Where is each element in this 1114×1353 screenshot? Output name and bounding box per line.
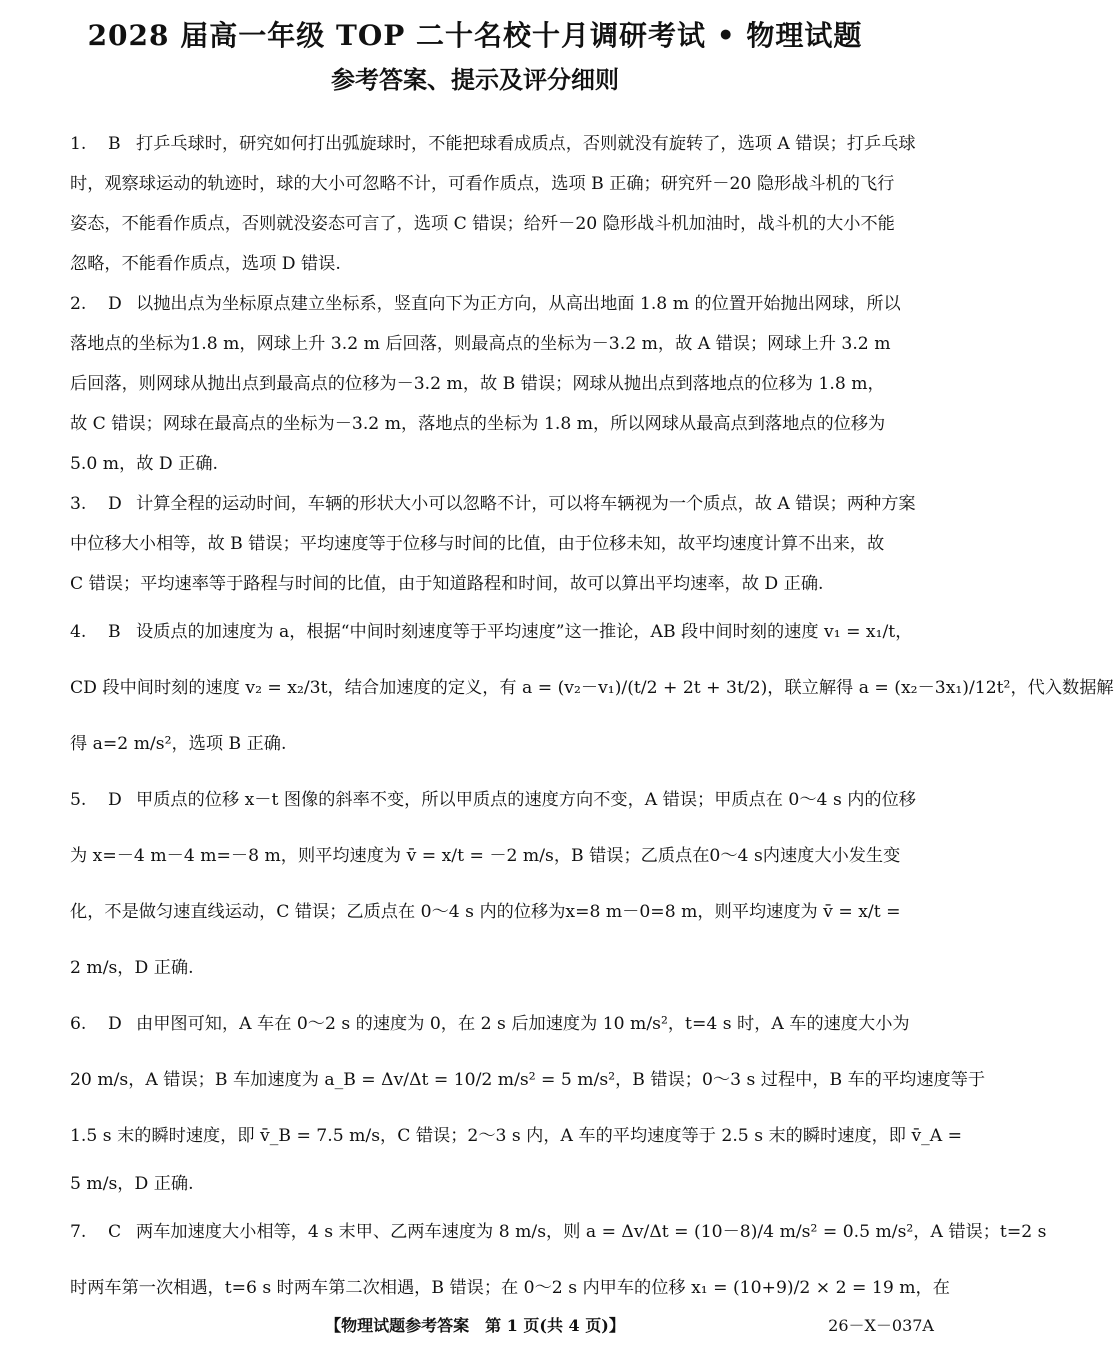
footer-doc-code: 26－X－037A	[828, 1316, 934, 1335]
answer-item-6	[70, 996, 986, 1204]
item-text-line: 为 x=－4 m－4 m=－8 m，则平均速度为 v̄ = x/t = －2 m/s，B 错误；乙质点在0～4 s内速度大小发生变	[70, 846, 901, 866]
item-text-line: 由甲图可知，A 车在 0～2 s 的速度为 0，在 2 s 后加速度为 10 m/s²，t=4 s 时，A 车的速度大小为	[136, 1014, 910, 1034]
item-answer: D	[108, 1014, 122, 1034]
item-text-line: C 错误；平均速率等于路程与时间的比值，由于知道路程和时间，故可以算出平均速率，故 D 正确.	[70, 574, 824, 594]
item-text-line: 姿态，不能看作质点，否则就没姿态可言了，选项 C 错误；给歼－20 隐形战斗机加油时，战斗机的大小不能	[70, 214, 895, 234]
item-text-line: 两车加速度大小相等，4 s 末甲、乙两车速度为 8 m/s，则 a = Δv/Δt = (10－8)/4 m/s² = 0.5 m/s²，A 错误；t=2 s	[136, 1222, 1047, 1242]
item-text-line: 忽略，不能看作质点，选项 D 错误.	[70, 254, 341, 274]
item-text-line: 2 m/s，D 正确.	[70, 958, 194, 978]
item-text-line: 20 m/s，A 错误；B 车加速度为 a_B = Δv/Δt = 10/2 m/s² = 5 m/s²，B 错误；0～3 s 过程中，B 车的平均速度等于	[70, 1070, 986, 1090]
item-number: 5.	[70, 790, 87, 810]
item-answer: D	[108, 294, 122, 314]
item-answer: D	[108, 790, 122, 810]
item-number: 7.	[70, 1222, 87, 1242]
page-title: 2028 届高一年级 TOP 二十名校十月调研考试 • 物理试题	[87, 19, 863, 52]
item-text-line: 故 C 错误；网球在最高点的坐标为－3.2 m，落地点的坐标为 1.8 m，所以网球从最高点到落地点的位移为	[70, 414, 886, 434]
item-number: 2.	[70, 294, 87, 314]
answer-item-2	[70, 284, 936, 484]
item-text-line: 化，不是做匀速直线运动，C 错误；乙质点在 0～4 s 内的位移为x=8 m－0=8 m，则平均速度为 v̄ = x/t =	[70, 902, 901, 922]
item-text-line: 设质点的加速度为 a，根据“中间时刻速度等于平均速度”这一推论，AB 段中间时刻的速度 v₁ = x₁/t，	[136, 622, 913, 642]
item-text-line: CD 段中间时刻的速度 v₂ = x₂/3t，结合加速度的定义，有 a = (v₂－v₁)/(t/2 + 2t + 3t/2)，联立解得 a = (x₂－3x₁)/12t²，代入数据解	[70, 678, 1114, 698]
item-text-line: 时两车第一次相遇，t=6 s 时两车第二次相遇，B 错误；在 0～2 s 内甲车的位移 x₁ = (10+9)/2 × 2 = 19 m，在	[70, 1278, 950, 1298]
item-text-line: 以抛出点为坐标原点建立坐标系，竖直向下为正方向，从高出地面 1.8 m 的位置开始抛出网球，所以	[136, 294, 901, 314]
item-number: 3.	[70, 494, 87, 514]
answer-item-3	[70, 484, 936, 604]
item-text-line: 5 m/s，D 正确.	[70, 1174, 194, 1194]
item-text-line: 计算全程的运动时间，车辆的形状大小可以忽略不计，可以将车辆视为一个质点，故 A 错误；两种方案	[136, 494, 916, 514]
item-text-line: 甲质点的位移 x－t 图像的斜率不变，所以甲质点的速度方向不变，A 错误；甲质点在 0～4 s 内的位移	[136, 790, 916, 810]
footer-page-info: 【物理试题参考答案 第 1 页(共 4 页)】	[325, 1316, 625, 1335]
item-text-line: 5.0 m，故 D 正确.	[70, 454, 219, 474]
item-text-line: 后回落，则网球从抛出点到最高点的位移为－3.2 m，故 B 错误；网球从抛出点到落地点的位移为 1.8 m，	[70, 374, 885, 394]
item-answer: B	[108, 134, 121, 154]
item-text-line: 1.5 s 末的瞬时速度，即 v̄_B = 7.5 m/s，C 错误；2～3 s 内，A 车的平均速度等于 2.5 s 末的瞬时速度，即 v̄_A =	[70, 1126, 963, 1146]
answer-item-1	[70, 124, 936, 284]
answer-item-4	[70, 604, 1114, 772]
item-text-line: 中位移大小相等，故 B 错误；平均速度等于位移与时间的比值，由于位移未知，故平均速度计算不出来，故	[70, 534, 885, 554]
answer-item-5	[70, 772, 936, 996]
answer-item-7	[70, 1204, 1047, 1316]
answer-list	[70, 124, 1114, 1316]
item-answer: C	[108, 1222, 122, 1242]
item-number: 6.	[70, 1014, 87, 1034]
item-number: 1.	[70, 134, 87, 154]
item-answer: D	[108, 494, 122, 514]
item-number: 4.	[70, 622, 87, 642]
item-text-line: 得 a=2 m/s²，选项 B 正确.	[70, 734, 287, 754]
item-text-line: 时，观察球运动的轨迹时，球的大小可忽略不计，可看作质点，选项 B 正确；研究歼－20 隐形战斗机的飞行	[70, 174, 895, 194]
page-subtitle: 参考答案、提示及评分细则	[331, 65, 619, 94]
item-text-line: 落地点的坐标为1.8 m，网球上升 3.2 m 后回落，则最高点的坐标为－3.2 m，故 A 错误；网球上升 3.2 m	[70, 334, 891, 354]
item-text-line: 打乒乓球时，研究如何打出弧旋球时，不能把球看成质点，否则就没有旋转了，选项 A 错误；打乒乓球	[136, 134, 916, 154]
item-answer: B	[108, 622, 121, 642]
